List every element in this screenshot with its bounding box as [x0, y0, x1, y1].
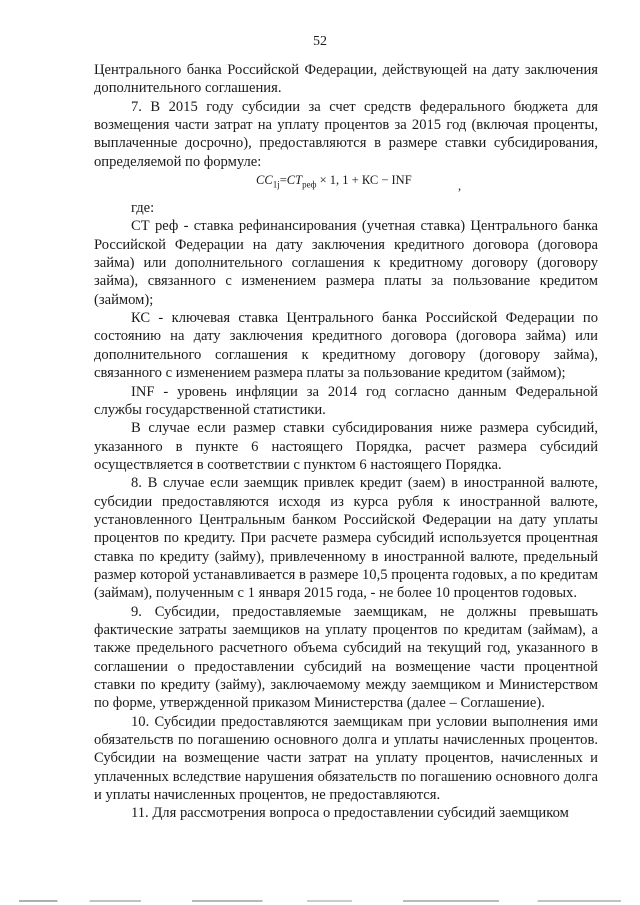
formula-rhs: СТ	[286, 173, 303, 188]
formula-trailing-comma: ,	[458, 179, 462, 194]
paragraph-continuation: Центрального банка Российской Федерации, действующей на дату заключения дополнительного соглашения.	[94, 62, 598, 97]
definition-ct-ref: СТ реф - ставка рефинансирования (учетная ставка) Центрального банка Российской Федерации на дату заключения кредитного договора (договора займа) или дополнительного соглашения к кредитному договору (договору займа), связанного с изменением размера платы за пользование кредитом (займом);	[94, 218, 598, 308]
formula-lhs: СС	[256, 173, 273, 188]
definition-inf: INF - уровень инфляции за 2014 год согласно данным Федеральной службы государственной статистики.	[94, 383, 598, 418]
paragraph-item-11: 11. Для рассмотрения вопроса о предоставлении субсидий заемщиком	[131, 805, 569, 822]
scan-artifact-line	[0, 900, 640, 902]
paragraph-item-9: 9. Субсидии, предоставляемые заемщикам, не должны превышать фактические затраты заемщиков на уплату процентов по кредитам (займам), а также предельного расчетного объема субсидий на текущий год, указанного в соглашении о предоставлении субсидий на возмещение части процентной ставки по кредиту (займу), заключаемому между заемщиком и Министерством по форме, утвержденной приказом Министерства (далее – Соглашение).	[94, 603, 598, 712]
where-label: где:	[131, 200, 155, 217]
subsidy-rate-formula	[94, 171, 598, 199]
formula-rest: × 1, 1 + КС − INF	[319, 173, 412, 188]
formula-expression	[256, 171, 412, 194]
formula-lhs-subscript: 1j	[272, 179, 280, 190]
formula-equals: =	[279, 173, 287, 188]
paragraph-item-7: 7. В 2015 году субсидии за счет средств федерального бюджета для возмещения части затрат на уплату процентов за 2015 год (включая проценты, выплаченные досрочно), предоставляются в размере ставки субсидирования, определяемой по формуле:	[94, 98, 598, 170]
document-body	[94, 61, 598, 823]
paragraph-item-10: 10. Субсидии предоставляются заемщикам при условии выполнения ими обязательств по погашению основного долга и уплаты начисленных процентов. Субсидии на возмещение части затрат на уплату процентов, начисленных и уплаченных вследствие нарушения обязательств по погашению основного долга и уплаты начисленных процентов, не предоставляются.	[94, 713, 598, 804]
page-number: 52	[313, 34, 327, 49]
definition-ks: КС - ключевая ставка Центрального банка Российской Федерации по состоянию на дату заключения кредитного договора (договора займа) или дополнительного соглашения к кредитному договору (договору займа), связанного с изменением размера платы за пользование кредитом (займом);	[94, 310, 598, 382]
paragraph-item-8: 8. В случае если заемщик привлек кредит (заем) в иностранной валюте, субсидии предоставляются исходя из курса рубля к иностранной валюте, установленного Центральным банком Российской Федерации на дату уплаты процентов по кредиту. При расчете размера субсидий используется процентная ставка по кредиту (займу), привлеченному в иностранной валюте, предельный размер которой устанавливается в размере 10,5 процента годовых, а по кредитам (займам), полученным с 1 января 2015 года, - не более 10 процентов годовых.	[94, 475, 598, 602]
paragraph-rate-below-subsidy: В случае если размер ставки субсидирования ниже размера субсидий, указанного в пункте 6 настоящего Порядка, расчет размера субсидий осуществляется в соответствии с пунктом 6 настоящего Порядка.	[94, 420, 598, 473]
formula-rhs-subscript: реф	[302, 179, 317, 190]
